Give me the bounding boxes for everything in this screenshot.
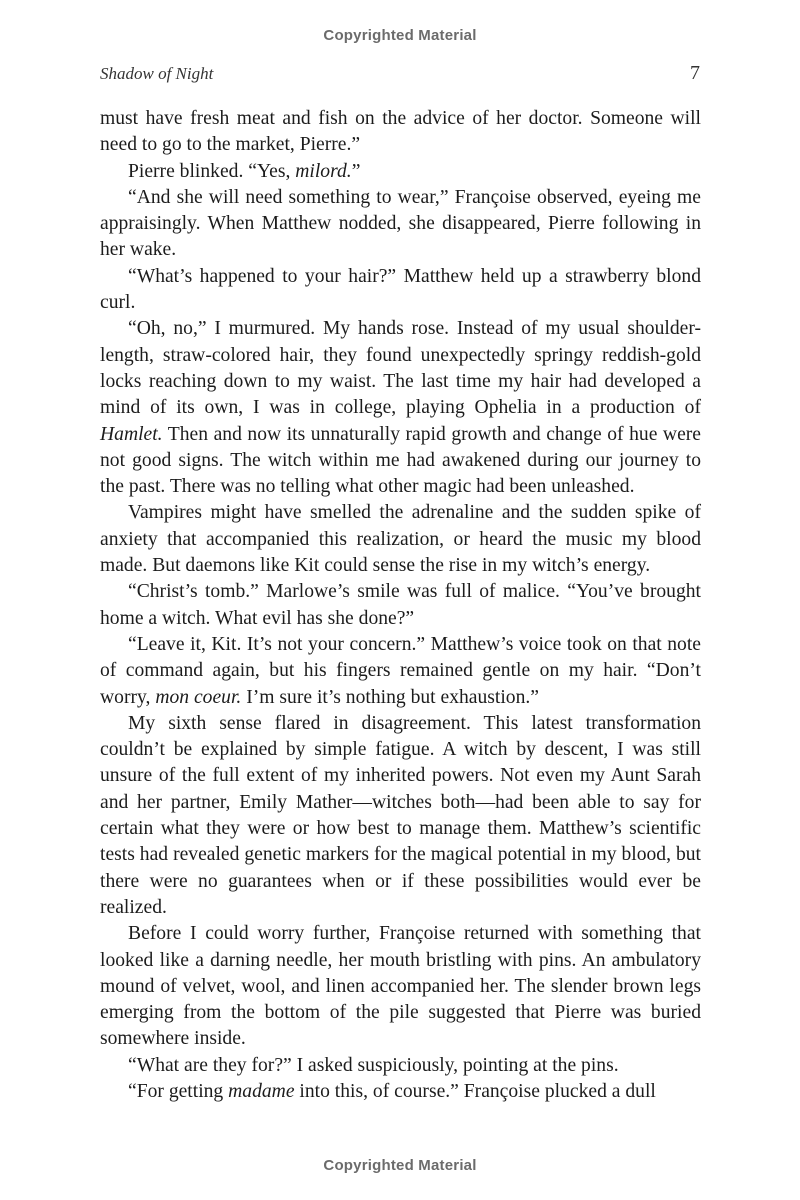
page-number: 7 <box>690 62 700 84</box>
running-head <box>100 62 700 88</box>
paragraph <box>100 921 701 1052</box>
paragraph <box>100 1079 701 1105</box>
text-run: Vampires might have smelled the adrenaline and the sudden spike of anxiety that accompanied this realization, or heard the music my blood made. But daemons like Kit could sense the rise in my witch’s energy. <box>100 502 701 577</box>
paragraph <box>100 264 701 317</box>
copyright-banner-bottom: Copyrighted Material <box>323 1157 477 1174</box>
body-text <box>100 106 701 1105</box>
copyright-banner-top: Copyrighted Material <box>323 27 477 44</box>
text-run: Before I could worry further, Françoise returned with something that looked like a darning needle, her mouth bristling with pins. An ambulatory mound of velvet, wool, and linen accompanied her. The slender brown legs emerging from the bottom of the pile suggested that Pierre was buried somewhere inside. <box>100 923 701 1050</box>
italic-text: madame <box>228 1080 295 1102</box>
italic-text: Hamlet. <box>100 423 163 445</box>
paragraph <box>100 159 701 185</box>
text-run: “What’s happened to your hair?” Matthew held up a strawberry blond curl. <box>100 265 701 314</box>
paragraph <box>100 316 701 500</box>
text-run: “Leave it, Kit. It’s not your concern.” Matthew’s voice took on that note of command again, but his fingers remained gentle on my hair. “Don’t worry, <box>100 633 701 708</box>
text-run: I’m sure it’s nothing but exhaustion.” <box>241 686 539 708</box>
book-title: Shadow of Night <box>100 64 214 83</box>
text-run: “And she will need something to wear,” Françoise observed, eyeing me appraisingly. When Matthew nodded, she disappeared, Pierre following in her wake. <box>100 186 701 261</box>
text-run: “What are they for?” I asked suspiciously, pointing at the pins. <box>128 1054 619 1076</box>
text-run: must have fresh meat and fish on the advice of her doctor. Someone will need to go to the market, Pierre.” <box>100 108 701 156</box>
text-run: into this, of course.” Françoise plucked a dull <box>294 1080 656 1102</box>
paragraph <box>100 579 701 632</box>
paragraph <box>100 500 701 579</box>
paragraph <box>100 185 701 264</box>
paragraph <box>100 711 701 921</box>
paragraph <box>100 106 701 159</box>
text-run: “Oh, no,” I murmured. My hands rose. Instead of my usual shoulder-length, straw-colored hair, they found unexpectedly springy reddish-gold locks reaching down to my waist. The last time my hair had developed a mind of its own, I was in college, playing Ophelia in a production of <box>100 318 701 419</box>
italic-text: mon coeur. <box>155 686 242 708</box>
text-run: “For getting <box>128 1080 229 1102</box>
paragraph <box>100 1053 701 1079</box>
text-run: ” <box>351 160 361 182</box>
text-run: Pierre blinked. “Yes, <box>128 160 296 182</box>
text-run: My sixth sense flared in disagreement. This latest transformation couldn’t be explained by simple fatigue. A witch by descent, I was still unsure of the full extent of my inherited powers. Not even my Aunt Sarah and her partner, Emily Mather—witches both—had been able to say for certain what they were or how best to manage them. Matthew’s scientific tests had revealed genetic markers for the magical potential in my blood, but there were no guarantees when or if these possibilities would ever be realized. <box>100 712 701 918</box>
italic-text: milord. <box>295 160 352 182</box>
paragraph <box>100 632 701 711</box>
text-run: “Christ’s tomb.” Marlowe’s smile was full of malice. “You’ve brought home a witch. What evil has she done?” <box>100 581 701 629</box>
text-run: Then and now its unnaturally rapid growth and change of hue were not good signs. The witch within me had awakened during our journey to the past. There was no telling what other magic had been unleashed. <box>100 423 701 498</box>
